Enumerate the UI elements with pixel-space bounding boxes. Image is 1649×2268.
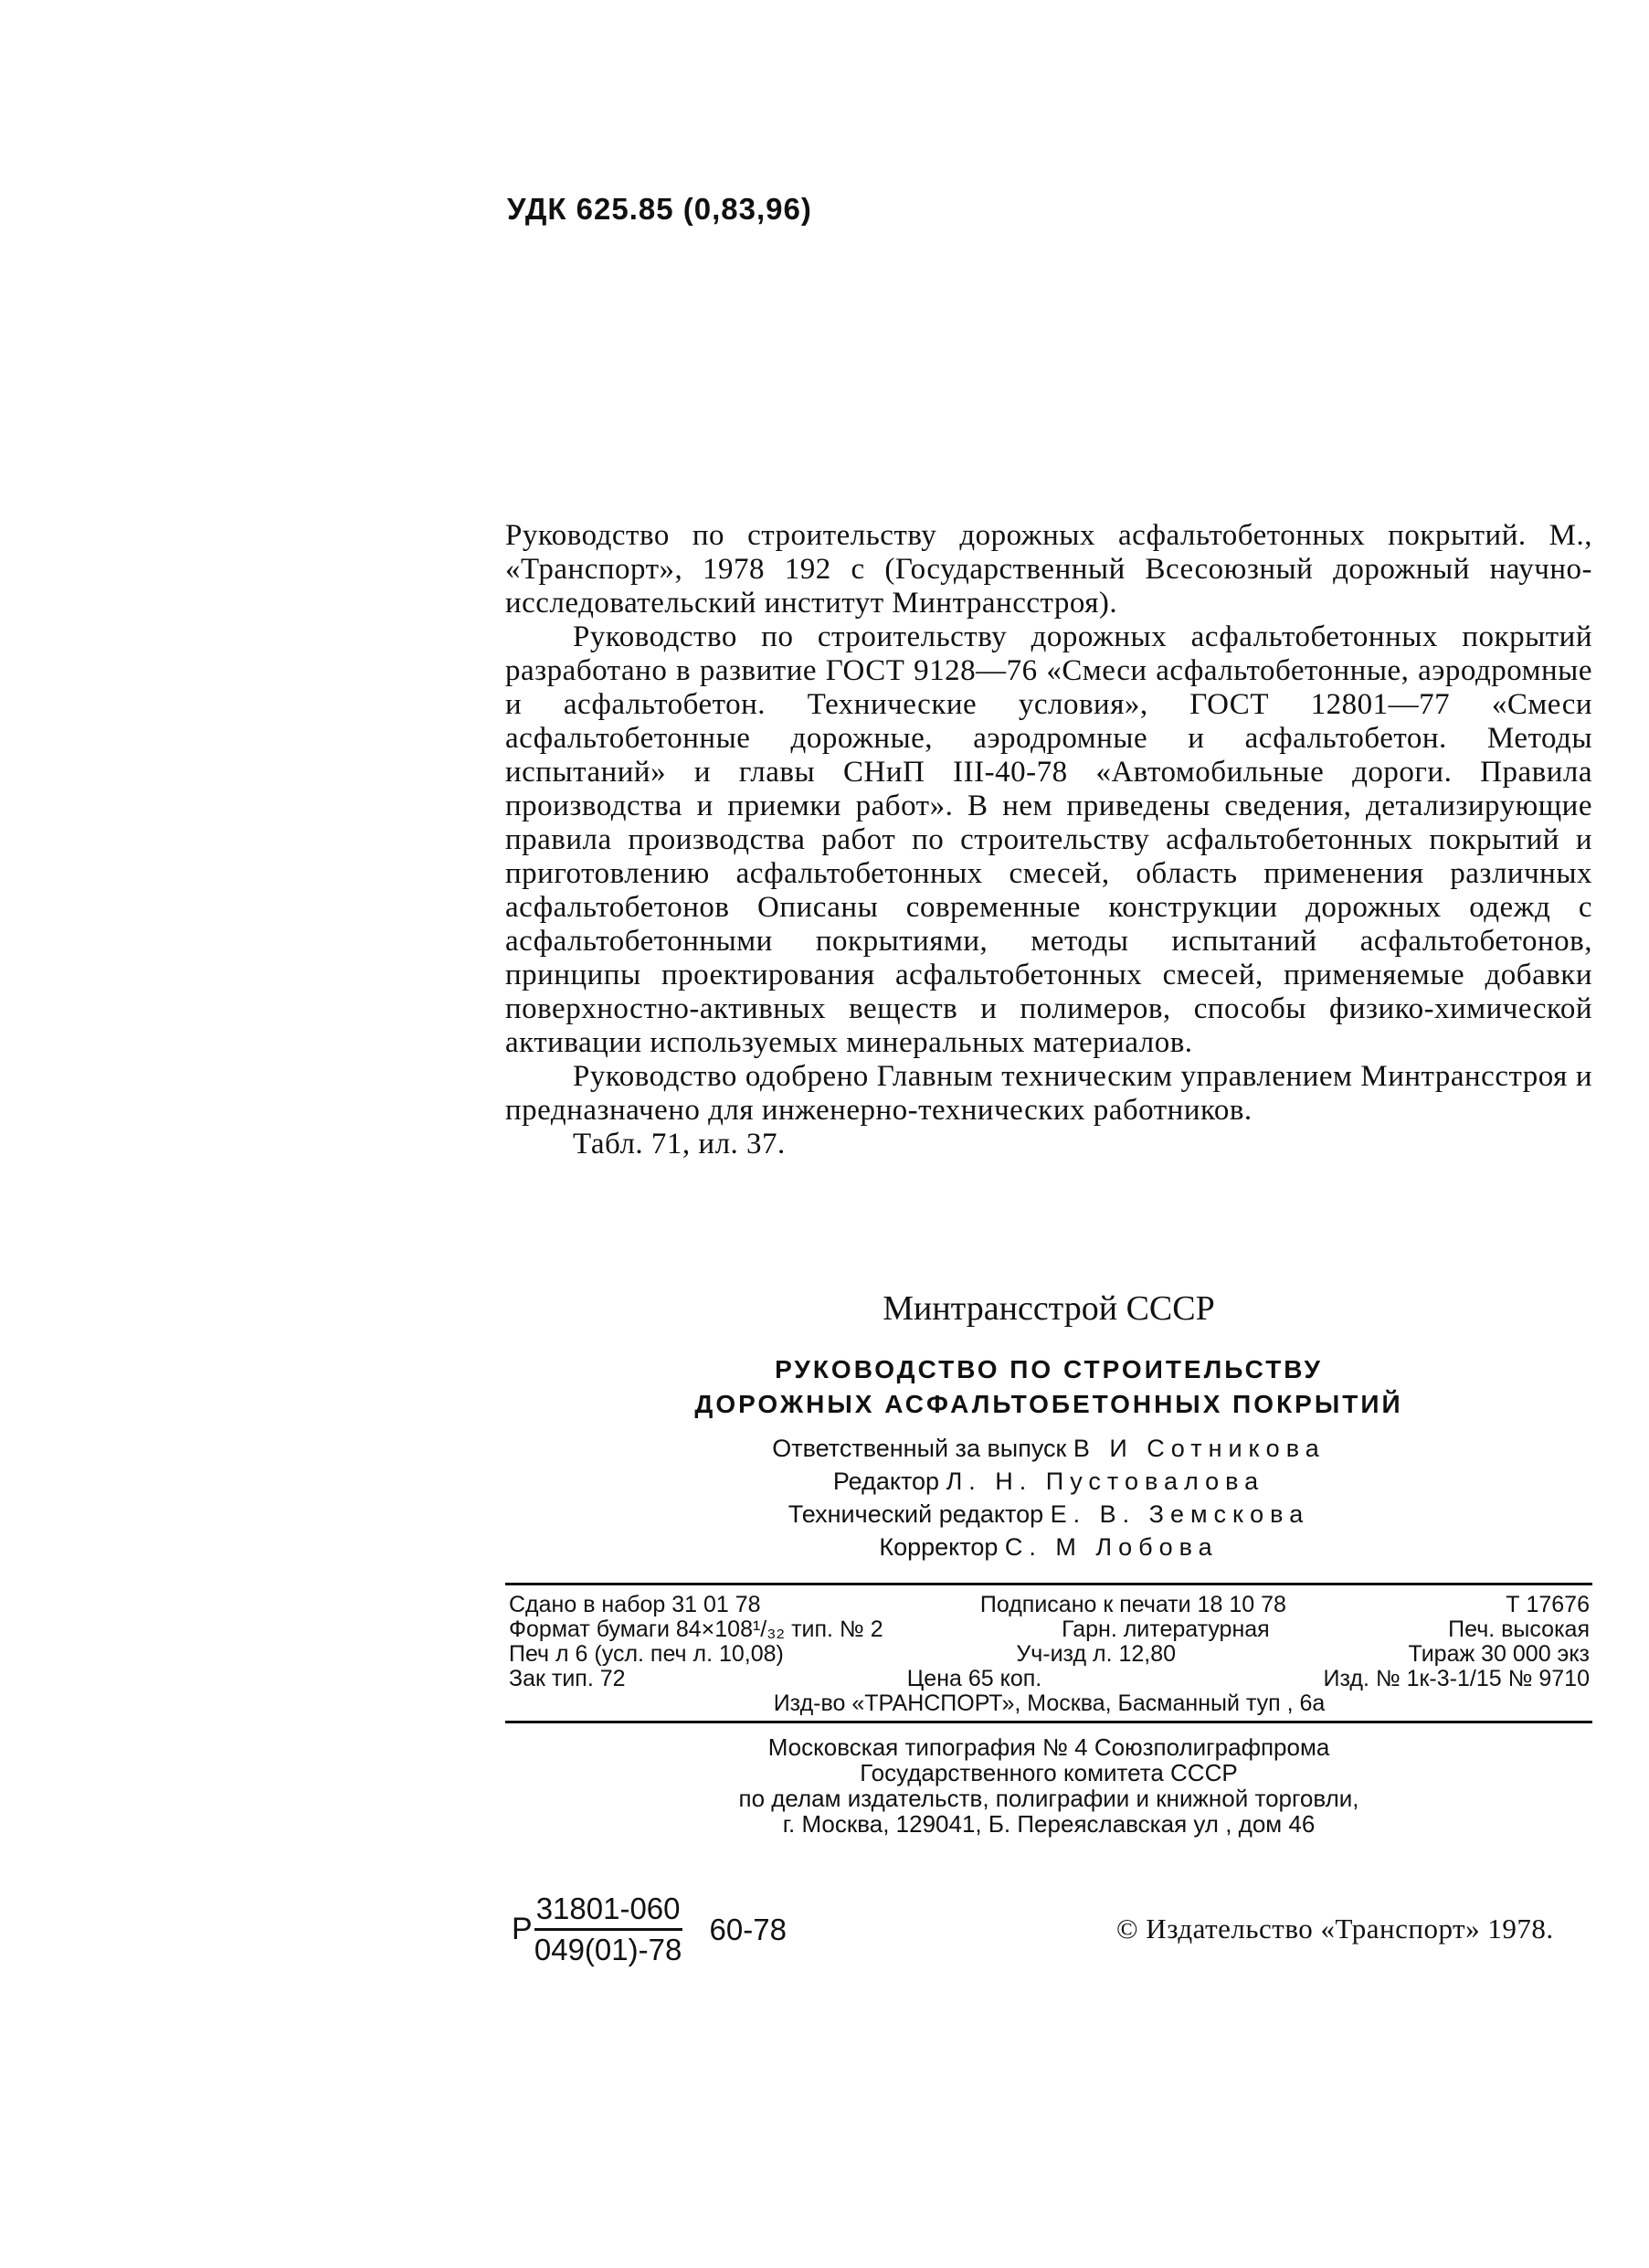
abstract-block: [505, 519, 1592, 1161]
imprint-publisher-address: Изд-во «ТРАНСПОРТ», Москва, Басманный туп , 6а: [773, 1690, 1326, 1716]
credit-editor: [505, 1465, 1592, 1498]
catalog-code-fraction: [534, 1892, 682, 1967]
catalog-code-prefix: Р: [512, 1912, 533, 1946]
imprint-top-rule: [505, 1583, 1592, 1585]
printer-line: Государственного комитета СССР: [860, 1759, 1238, 1786]
book-title: [505, 1352, 1592, 1422]
printer-line: г. Москва, 129041, Б. Переяславская ул , дом 46: [782, 1810, 1316, 1838]
catalog-code-suffix: 60-78: [709, 1912, 787, 1946]
imprint-block: [509, 1593, 1590, 1716]
book-title-line-1: РУКОВОДСТВО ПО СТРОИТЕЛЬСТВУ: [775, 1355, 1323, 1383]
credit-role: Корректор: [879, 1533, 999, 1561]
imprint-row: [509, 1667, 1590, 1691]
publisher-name: Минтрансстрой СССР: [883, 1289, 1215, 1328]
udk-code: УДК 625.85 (0,83,96): [507, 192, 812, 226]
printer-block: [505, 1734, 1592, 1837]
imprint-row: [509, 1691, 1590, 1716]
imprint-cell: Тираж 30 000 экз: [1408, 1641, 1590, 1667]
credit-role: Редактор: [832, 1468, 940, 1495]
imprint-cell: Уч-изд л. 12,80: [1016, 1641, 1177, 1667]
credit-name: С. М Лобова: [1004, 1533, 1219, 1561]
imprint-cell: Формат бумаги 84×108¹/₃₂ тип. № 2: [509, 1616, 883, 1642]
imprint-cell: Т 17676: [1506, 1592, 1590, 1617]
credit-name: Е. В. Земскова: [1050, 1500, 1310, 1528]
credit-name: Л. Н. Пустовалова: [946, 1468, 1265, 1495]
imprint-cell: Гарн. литературная: [1062, 1616, 1270, 1642]
abstract-description: Руководство по строительству дорожных асфальтобетонных покрытий разработано в развитие ГОСТ 9128—76 «Смеси асфальтобетонные, аэродромные и асфальтобетон. Технические условия», ГОСТ 12801—77 «Смеси асфальтобетонные дорожные, аэродромные и асфальтобетон. Методы испытаний» и главы СНиП III-40-78 «Автомобильные дороги. Правила производства и приемки работ». В нем приведены сведения, детализирующие правила производства работ по строительству асфальтобетонных покрытий и приготовлению асфальтобетонных смесей, область применения различных асфальтобетонов Описаны современные конструкции дорожных одежд с асфальтобетонными покрытиями, методы испытаний асфальтобетонов, принципы проектирования асфальтобетонных смесей, применяемые добавки поверхностно-активных веществ и полимеров, способы физико-химической активации используемых минеральных материалов.: [505, 620, 1592, 1059]
imprint-row: [509, 1593, 1590, 1617]
imprint-cell: Изд. № 1к-3-1/15 № 9710: [1323, 1666, 1590, 1691]
credit-role: Технический редактор: [788, 1500, 1044, 1528]
catalog-code: [512, 1892, 787, 1967]
abstract-approval: Руководство одобрено Главным техническим управлением Минтрансстроя и предназначено для инженерно-технических работников.: [505, 1060, 1592, 1127]
credits-block: [505, 1432, 1592, 1563]
imprint-cell: Цена 65 коп.: [906, 1666, 1042, 1691]
abstract-citation: Руководство по строительству дорожных асфальтобетонных покрытий. М., «Транспорт», 1978 192 с (Государственный Всесоюзный дорожный научно-исследовательский институт Минтрансстроя).: [505, 519, 1592, 620]
credit-name: В И Сотникова: [1073, 1435, 1326, 1462]
imprint-bottom-rule: [505, 1721, 1592, 1723]
credit-role: Ответственный за выпуск: [772, 1435, 1067, 1462]
imprint-cell: Сдано в набор 31 01 78: [509, 1592, 761, 1617]
imprint-row: [509, 1617, 1590, 1642]
abstract-tables: Табл. 71, ил. 37.: [573, 1128, 786, 1160]
copyright-notice: © Издательство «Транспорт» 1978.: [1116, 1913, 1554, 1945]
printer-line: по делам издательств, полиграфии и книжной торговли,: [738, 1785, 1359, 1812]
credit-proofreader: [505, 1531, 1592, 1563]
imprint-cell: Печ. высокая: [1448, 1616, 1590, 1642]
book-title-line-2: ДОРОЖНЫХ АСФАЛЬТОБЕТОННЫХ ПОКРЫТИЙ: [694, 1390, 1403, 1418]
imprint-row: [509, 1642, 1590, 1667]
catalog-code-denominator: 049(01)-78: [534, 1933, 682, 1966]
catalog-code-numerator: 31801-060: [534, 1892, 682, 1931]
printer-line: Московская типография № 4 Союзполиграфпрома: [767, 1733, 1330, 1761]
imprint-cell: Печ л 6 (усл. печ л. 10,08): [509, 1641, 784, 1667]
credit-tech-editor: [505, 1498, 1592, 1531]
imprint-cell: Подписано к печати 18 10 78: [979, 1592, 1286, 1617]
imprint-cell: Зак тип. 72: [509, 1666, 626, 1691]
credit-responsible: [505, 1432, 1592, 1465]
